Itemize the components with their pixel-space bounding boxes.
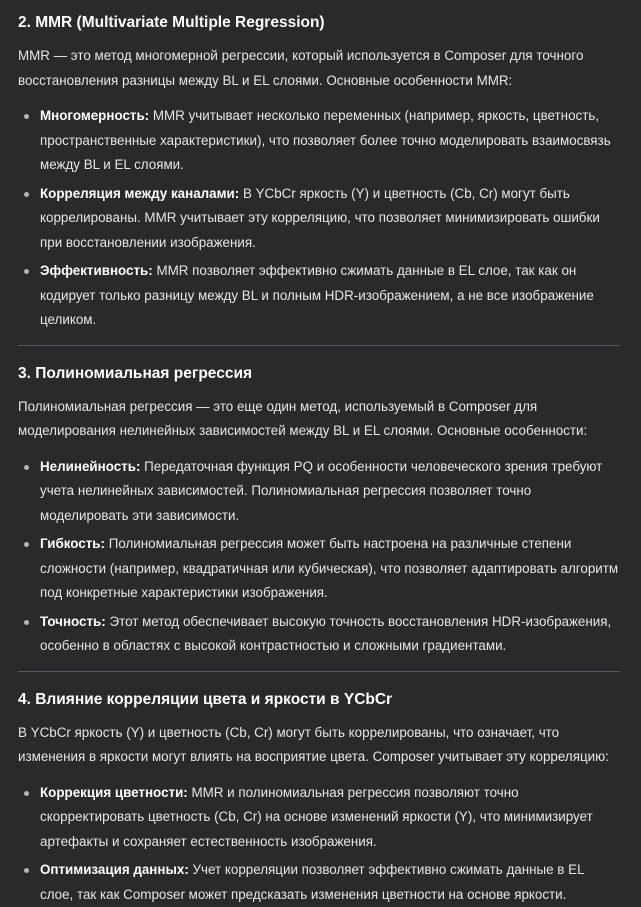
bullet-icon xyxy=(24,620,29,625)
list-item xyxy=(18,781,620,855)
section-intro: MMR — это метод многомерной регрессии, который используется в Composer для точного восстановления разницы между BL и EL слоями. Основные особенности MMR: xyxy=(18,44,620,93)
list-item-text: Учет корреляции позволяет эффективно сжимать данные в EL слое, так как Composer может предсказать изменения цветности на основе яркости. xyxy=(40,862,584,902)
section-heading: 2. MMR (Multivariate Multiple Regression) xyxy=(18,0,620,34)
list-item-term: Коррекция цветности: xyxy=(40,785,188,800)
list-item-term: Точность: xyxy=(40,614,106,629)
list-item xyxy=(18,104,620,178)
list-item-text: В YCbCr яркость (Y) и цветность (Cb, Cr) могут быть коррелированы. MMR учитывает эту корреляцию, что позволяет минимизировать ошибки при восстановлении изображения. xyxy=(40,186,600,250)
section-intro: В YCbCr яркость (Y) и цветность (Cb, Cr) могут быть коррелированы, что означает, что изменения в яркости могут влиять на восприятие цвета. Composer учитывает эту корреляцию: xyxy=(18,721,620,770)
section-heading: 3. Полиномиальная регрессия xyxy=(18,346,620,385)
list-item xyxy=(18,259,620,333)
section-ycbcr-correlation xyxy=(18,672,620,907)
section-heading: 4. Влияние корреляции цвета и яркости в YCbCr xyxy=(18,672,620,711)
bullet-icon xyxy=(24,791,29,796)
list-item-text: Этот метод обеспечивает высокую точность восстановления HDR-изображения, особенно в областях с высокой контрастностью и сложными градиентами. xyxy=(40,614,611,654)
bullet-icon xyxy=(24,542,29,547)
list-item-text: MMR учитывает несколько переменных (например, яркость, цветность, пространственные характеристики), что позволяет более точно моделировать взаимосвязь между BL и EL слоями. xyxy=(40,108,611,172)
list-item-term: Корреляция между каналами: xyxy=(40,186,239,201)
section-intro: Полиномиальная регрессия — это еще один метод, используемый в Composer для моделирования нелинейных зависимостей между BL и EL слоями. Основные особенности: xyxy=(18,395,620,444)
list-item xyxy=(18,182,620,256)
list-item-term: Нелинейность: xyxy=(40,459,140,474)
list-item-term: Гибкость: xyxy=(40,536,105,551)
feature-list xyxy=(18,455,620,659)
list-item-text: Передаточная функция PQ и особенности человеческого зрения требуют учета нелинейных зависимостей. Полиномиальная регрессия позволяет точно моделировать эти зависимости. xyxy=(40,459,602,523)
list-item xyxy=(18,532,620,606)
bullet-icon xyxy=(24,868,29,873)
list-item xyxy=(18,455,620,529)
feature-list xyxy=(18,104,620,333)
feature-list xyxy=(18,781,620,907)
bullet-icon xyxy=(24,192,29,197)
list-item-text: MMR и полиномиальная регрессия позволяют точно скорректировать цветность (Cb, Cr) на основе изменений яркости (Y), что минимизирует артефакты и сохраняет естественность изображения. xyxy=(40,785,593,849)
list-item-term: Эффективность: xyxy=(40,263,153,278)
bullet-icon xyxy=(24,465,29,470)
section-polynomial-regression xyxy=(18,346,620,672)
bullet-icon xyxy=(24,269,29,274)
list-item xyxy=(18,610,620,659)
bullet-icon xyxy=(24,114,29,119)
list-item-term: Оптимизация данных: xyxy=(40,862,189,877)
list-item-text: MMR позволяет эффективно сжимать данные в EL слое, так как он кодирует только разницу между BL и полным HDR-изображением, а не все изображение целиком. xyxy=(40,263,594,327)
list-item-text: Полиномиальная регрессия может быть настроена на различные степени сложности (например, квадратичная или кубическая), что позволяет адаптировать алгоритм под конкретные характеристики изображения. xyxy=(40,536,618,600)
section-mmr xyxy=(18,0,620,346)
list-item xyxy=(18,858,620,907)
list-item-term: Многомерность: xyxy=(40,108,149,123)
